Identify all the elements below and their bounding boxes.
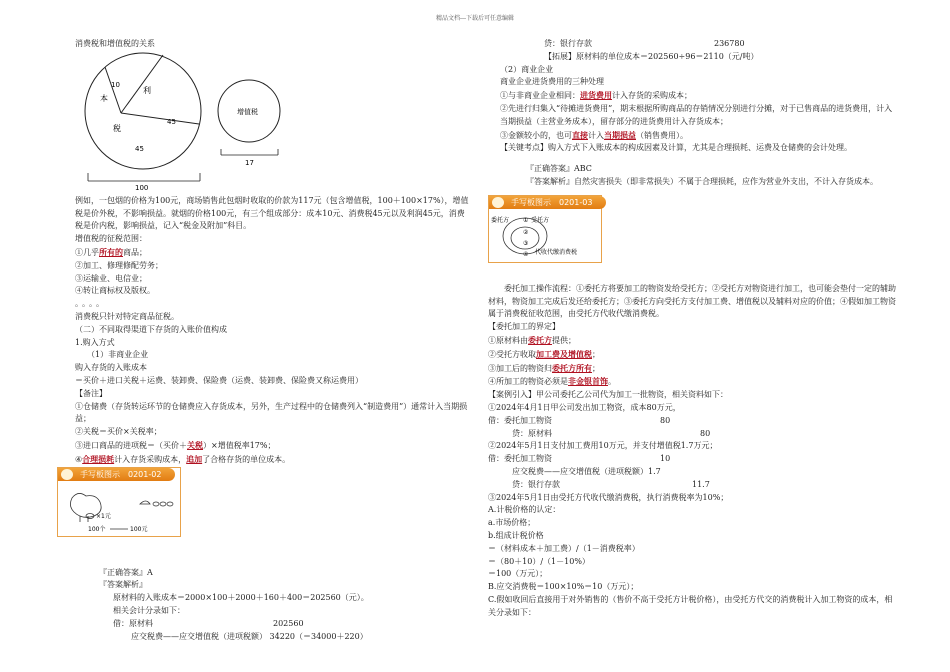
text: 计入存货的采购成本； (612, 91, 692, 101)
egg-icon (153, 502, 159, 506)
cost-formula: ＝买价＋进口关税＋运费、装卸费、保险费（运费、装卸费、保险费又称运费用） (75, 375, 363, 385)
text: ③加工后的物资归 (488, 363, 552, 373)
note-1: ①仓储费（存货转运环节的仓储费应入存货成本，另外，生产过程中的仓储费列入“制造费用”）通常计入当期损益； (75, 401, 468, 424)
text: ②受托方收取 (488, 349, 536, 359)
example-paragraph: 例如，一包烟的价格为100元，商场销售此包烟时收取的价款为117元（包含增值税，100＋100×17%），增值税是价外税，不影响损益。就烟的价格100元，有三个组成部分：成本10元、消费税45元以及利润45元，消费税是价内税，影响损益，记入“税金及附加”科目。 (75, 195, 469, 231)
label-100: 100 (135, 183, 149, 191)
highlight: 合理损耗 (82, 453, 115, 464)
hand-to: 100元 (130, 525, 148, 533)
case-step-1: ①2024年4月1日甲公司发出加工物资，成本80万元， (488, 402, 681, 412)
highlight: 当期损益 (604, 129, 636, 140)
note-2: ②关税＝买价×关税率； (75, 427, 162, 437)
sub-heading: 商业企业进货费用的三种处理 (500, 77, 604, 87)
vat-scope-3: ③运输业、电信业； (75, 273, 147, 283)
divider-line (121, 55, 163, 113)
egg-price: ×1元 (96, 512, 111, 520)
vat-circle-label: 增值税 (237, 107, 258, 116)
step-4: ④ (523, 250, 529, 258)
amount: 236780 (714, 39, 745, 48)
tax-relation-diagram (75, 51, 405, 191)
amount: 10 (660, 454, 671, 464)
item-A: A.计税价格的认定： (488, 505, 561, 515)
label-cost-10: 10 (111, 80, 120, 89)
highlight: 非金银首饰 (568, 376, 608, 387)
egg-shell-icon (140, 501, 150, 504)
account: 借：委托加工物资 (488, 454, 552, 464)
amount: 34220（＝34000＋220） (269, 631, 368, 641)
label-li: 利 (143, 85, 151, 95)
section-heading: （二）不同取得渠道下存货的入账价值构成 (75, 324, 227, 334)
commercial-2: ②先进行归集入“待摊进货费用”，期末根据所购商品的存销情况分别进行分摊，对于已售商品的进货费用，计入当期损益（主营业务成本），留存部分的进货费用计入存货成本； (500, 103, 893, 126)
journal-debit (75, 618, 470, 631)
amount: 11.7 (692, 479, 710, 489)
label-ben: 本 (100, 93, 108, 103)
step-2: ② (523, 228, 529, 236)
text: 商品； (123, 247, 147, 257)
text: ； (592, 363, 600, 373)
case-step-2: ②2024年5月1日支付加工费用10万元，并支付增值税1.7万元； (488, 441, 718, 451)
egg-icon (167, 502, 173, 506)
label-withholding: 代收代缴消费税 (535, 248, 578, 256)
right-column (488, 38, 898, 619)
account: 贷：银行存款 (544, 39, 592, 48)
divider-line (105, 67, 121, 113)
calc-line: 原材料的入账成本＝2000×100＋2000＋160＋400＝202560（元）。 (113, 593, 369, 603)
badge-text: 手写板图示 0201-03 (511, 197, 593, 207)
calc-line: 相关会计分录如下： (113, 605, 185, 615)
vat-scope-1 (75, 246, 470, 260)
text: 。 (608, 377, 616, 387)
process-paragraph: 委托加工操作流程：①委托方将要加工的物资发给受托方；②受托方对物资进行加工，也可能会垫付一定的辅助材料，物资加工完成后发还给委托方；③委托方向受托方支付加工费、增值税以及辅料对应的价值；④假如加工物资属于消费税征收范围，由受托方代收代缴消费税。 (488, 283, 896, 319)
label-trustee: 受托方 (531, 216, 550, 224)
item-B: B.应交消费税＝100×10%＝10（万元）； (488, 582, 639, 592)
case-step-3: ③2024年5月1日由受托方代收代缴消费税，执行消费税率为10%； (488, 492, 729, 502)
account: 贷：原材料 (512, 428, 552, 438)
journal-credit (488, 428, 898, 441)
divider-line (121, 113, 199, 124)
consumption-tax-note: 消费税只针对特定商品征税。 (75, 311, 179, 321)
badge-text: 手写板图示 0201-02 (80, 469, 162, 479)
define-4 (488, 375, 898, 389)
text: 计入存货采购成本， (114, 454, 187, 464)
step-1: ① (523, 216, 529, 224)
case-intro: 【案例引入】甲公司委托乙公司代为加工一批物资，相关资料如下： (488, 390, 728, 400)
commercial-3 (488, 129, 898, 143)
journal-credit (488, 38, 898, 51)
define-1 (488, 334, 898, 348)
outsourcing-cycle-sketch (489, 196, 601, 262)
ellipsis: 。。。。 (75, 299, 107, 309)
amount: 202560 (273, 618, 304, 628)
text: 了合格存货的单位成本。 (202, 454, 291, 464)
highlight: 进货费用 (580, 90, 612, 101)
text: ）×增值税率17%； (203, 440, 276, 450)
extension-note: 【拓展】原材料的单位成本＝202560÷96＝2110（元/吨） (544, 51, 759, 61)
vat-scope-4: ④转让商标权及版权。 (75, 286, 155, 296)
journal-vat (75, 631, 470, 644)
label-profit-45: 45 (167, 117, 176, 126)
text: ①原材料由 (488, 335, 528, 345)
step-3: ③ (523, 239, 529, 247)
item-C: C.假如收回后直接用于对外销售的（售价不高于受托方计税价格），由受托方代交的消费税计入加工物资的成本，相关分录如下： (488, 594, 893, 617)
highlight: 所有的 (99, 246, 123, 257)
commercial-1 (488, 89, 898, 103)
amount: 80 (660, 415, 671, 425)
text: ③金额较小的，也可 (500, 130, 572, 140)
left-column (75, 38, 470, 643)
formula-line: ＝（80＋10）/（1－10%） (488, 556, 590, 566)
handwriting-panel (57, 467, 181, 537)
highlight: 追加 (186, 453, 203, 464)
note-4 (75, 453, 470, 467)
section-title: 消费税和增值税的关系 (75, 39, 155, 48)
hen-egg-sketch (58, 468, 180, 536)
journal-vat: 应交税费——应交增值税（进项税额）1.7 (512, 466, 661, 476)
define-3 (488, 362, 898, 376)
journal-debit (488, 415, 898, 428)
define-title: 【委托加工的界定】 (488, 322, 560, 332)
key-point: 【关键考点】购入方式下入账成本的构成因素及计算，尤其是合理损耗、运费及仓储费的会计处理。 (500, 143, 852, 153)
answer-label: 『正确答案』ABC (526, 164, 592, 174)
note-title: 【备注】 (75, 388, 107, 398)
vat-scope-title: 增值税的征税范围： (75, 234, 147, 244)
text: 计入 (588, 130, 604, 140)
sub-heading: （1）非商业企业 (87, 350, 149, 360)
text: ； (592, 349, 600, 359)
highlight: 加工费及增值税 (536, 348, 592, 359)
journal-debit (488, 453, 898, 466)
account: 借：委托加工物资 (488, 415, 552, 425)
sub-heading: （2）商业企业 (500, 64, 554, 74)
analysis-label: 『答案解析』自然灾害损失（即非常损失）不属于合理损耗，应作为营业外支出，不计入存货成本。 (526, 176, 878, 186)
egg-icon (160, 502, 166, 506)
answer-label: 『正确答案』A (99, 567, 153, 577)
handwriting-panel (488, 195, 602, 263)
vat-scope-2: ②加工、修理修配劳务； (75, 260, 163, 270)
text: （销售费用）。 (636, 130, 688, 140)
label-entrusting: 委托方 (491, 216, 510, 224)
account: 借：原材料 (113, 618, 153, 628)
label-17: 17 (245, 158, 254, 167)
text: 提供； (552, 335, 576, 345)
item-a: a.市场价格； (488, 518, 536, 528)
page-header: 精品文档---下载后可任意编辑 (435, 15, 515, 22)
text: ③进口商品的进项税＝（买价＋ (75, 440, 187, 450)
note-3 (75, 439, 470, 453)
highlight: 委托方 (528, 334, 552, 345)
text: ①几乎 (75, 247, 99, 257)
account: 应交税费——应交增值税（进项税额） (131, 631, 267, 641)
amount: 80 (700, 428, 711, 438)
highlight: 直接 (572, 129, 588, 140)
formula-line: ＝100（万元）； (488, 569, 548, 579)
text: ④所加工的物资必须是 (488, 377, 568, 387)
label-tax-45: 45 (135, 144, 144, 153)
cost-title: 购入存货的入账成本 (75, 363, 147, 373)
analysis-label: 『答案解析』 (99, 580, 147, 590)
formula-line: ＝（材料成本＋加工费）/（1－消费税率） (488, 543, 640, 553)
label-shui: 税 (113, 123, 121, 133)
define-2 (488, 348, 898, 362)
account: 贷：银行存款 (512, 479, 560, 489)
text: ①与非商业企业相同： (500, 91, 580, 101)
item-b: b.组成计税价格 (488, 530, 544, 540)
sub-heading: 1.购入方式 (75, 337, 115, 347)
journal-credit (488, 479, 898, 492)
highlight: 委托方所有 (552, 362, 592, 373)
hand-from: 100个 (88, 525, 106, 533)
highlight: 关税 (187, 439, 203, 450)
text: ④ (75, 454, 83, 464)
